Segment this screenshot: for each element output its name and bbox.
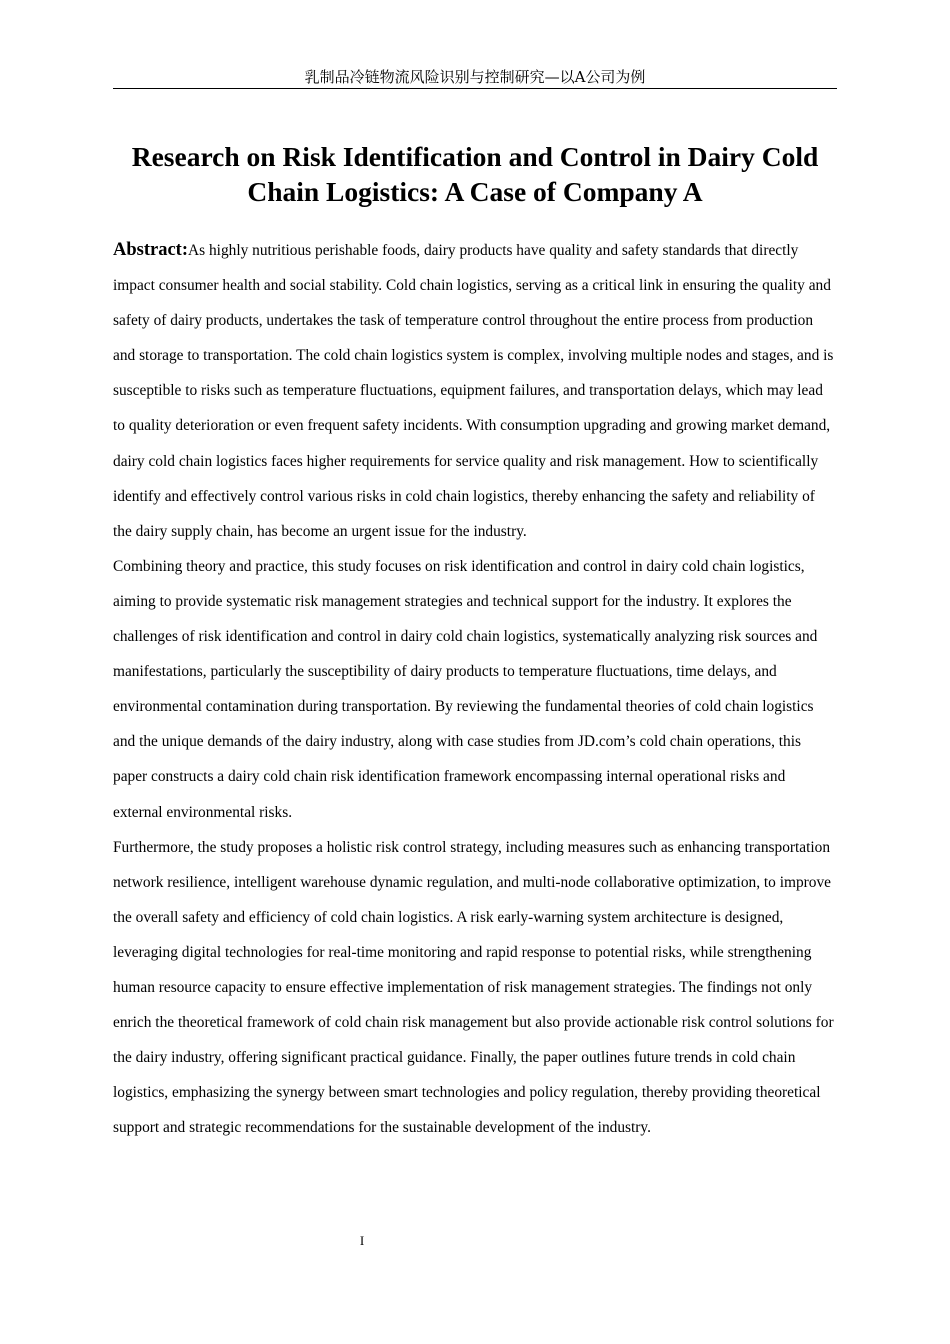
abstract-paragraph-1 <box>113 233 837 549</box>
abstract-label: Abstract: <box>113 240 189 260</box>
running-header: 乳制品冷链物流风险识别与控制研究—以A公司为例 <box>304 68 646 86</box>
header-rule <box>113 88 837 89</box>
abstract-paragraph-3: Furthermore, the study proposes a holistic risk control strategy, including measures such as enhancing transportation network resilience, intelligent warehouse dynamic regulation, and multi-node collaborative optimization, to improve the overall safety and efficiency of cold chain logistics. A risk early-warning system architecture is designed, leveraging digital technologies for real-time monitoring and rapid response to potential risks, while strengthening human resource capacity to ensure effective implementation of risk management strategies. The findings not only enrich the theoretical framework of cold chain risk management but also provide actionable risk control solutions for the dairy industry, offering significant practical guidance. Finally, the paper outlines future trends in cold chain logistics, emphasizing the synergy between smart technologies and policy regulation, thereby providing theoretical support and strategic recommendations for the sustainable development of the industry. <box>113 838 834 1137</box>
paper-title: Research on Risk Identification and Control in Dairy Cold Chain Logistics: A Case of Company A <box>131 141 819 207</box>
abstract-paragraph-2: Combining theory and practice, this study focuses on risk identification and control in dairy cold chain logistics, aiming to provide systematic risk management strategies and technical support for the industry. It explores the challenges of risk identification and control in dairy cold chain logistics, systematically analyzing risk sources and manifestations, particularly the susceptibility of dairy products to temperature fluctuations, time delays, and environmental contamination during transportation. By reviewing the fundamental theories of cold chain logistics and the unique demands of the dairy industry, along with case studies from JD.com’s cold chain operations, this paper constructs a dairy cold chain risk identification framework encompassing internal operational risks and external environmental risks. <box>113 557 818 821</box>
abstract-section <box>113 233 837 1145</box>
page-number: I <box>359 1233 365 1248</box>
abstract-paragraph-1-text: As highly nutritious perishable foods, dairy products have quality and safety standards that directly impact consumer health and social stability. Cold chain logistics, serving as a critical link in ensuring the quality and safety of dairy products, undertakes the task of temperature control throughout the entire process from production and storage to transportation. The cold chain logistics system is complex, involving multiple nodes and stages, and is susceptible to risks such as temperature fluctuations, equipment failures, and transportation delays, which may lead to quality deterioration or even frequent safety incidents. With consumption upgrading and growing market demand, dairy cold chain logistics faces higher requirements for service quality and risk management. How to scientifically identify and effectively control various risks in cold chain logistics, thereby enhancing the safety and reliability of the dairy supply chain, has become an urgent issue for the industry. <box>113 242 834 540</box>
